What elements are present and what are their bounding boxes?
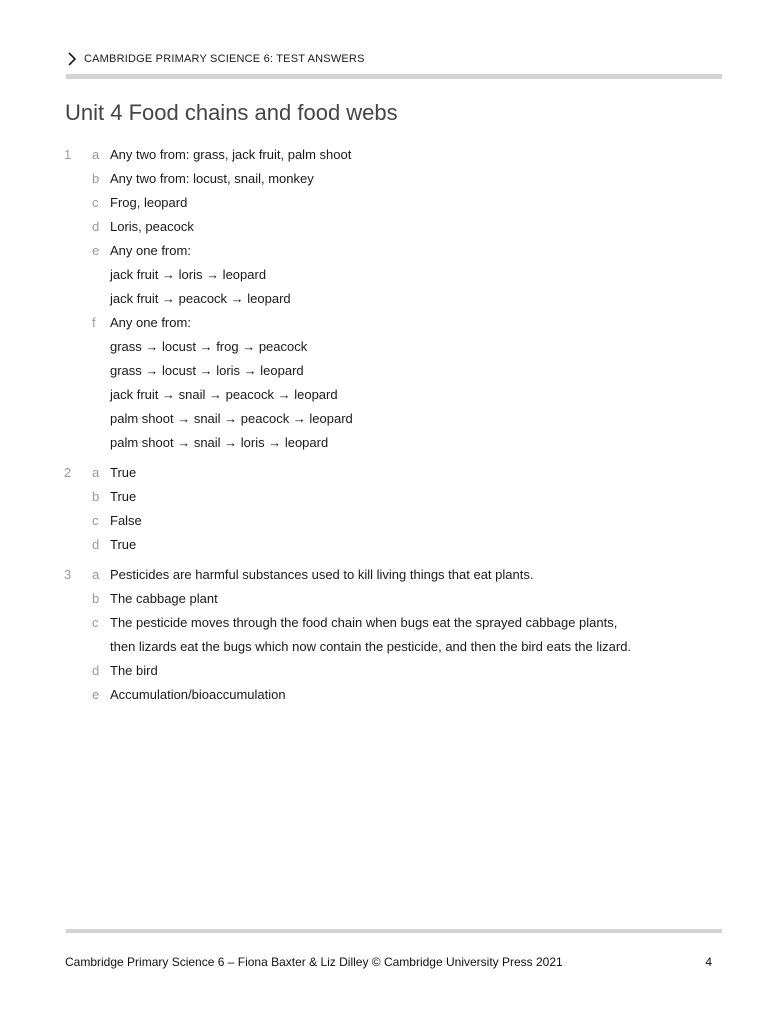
part-label: c xyxy=(92,513,99,528)
answer-text: The cabbage plant xyxy=(110,591,218,606)
answer-part-e xyxy=(64,683,724,707)
question-1 xyxy=(64,143,724,455)
part-label: d xyxy=(92,663,100,678)
answer-part-d xyxy=(64,215,724,239)
answer-text: jack fruit → snail → peacock → leopard xyxy=(110,387,338,402)
footer-divider xyxy=(66,929,722,933)
running-title: CAMBRIDGE PRIMARY SCIENCE 6: TEST ANSWERS xyxy=(84,53,365,65)
answer-part-f xyxy=(64,311,724,455)
running-header xyxy=(66,52,365,66)
answer-text: grass → locust → frog → peacock xyxy=(110,339,308,354)
answer-text: palm shoot → snail → peacock → leopard xyxy=(110,411,353,426)
answer-part-d xyxy=(64,659,724,683)
answer-text: Loris, peacock xyxy=(110,219,194,234)
question-3 xyxy=(64,563,724,707)
answer-text: palm shoot → snail → loris → leopard xyxy=(110,435,329,450)
answer-text: Any two from: grass, jack fruit, palm shoot xyxy=(110,147,352,162)
answer-text: then lizards eat the bugs which now contain the pesticide, and then the bird eats the lizard. xyxy=(110,639,632,654)
answer-text: True xyxy=(110,465,137,480)
answer-part-b xyxy=(64,485,724,509)
question-2 xyxy=(64,461,724,557)
answer-part-e xyxy=(64,239,724,311)
part-label: a xyxy=(92,147,100,162)
answer-text: The bird xyxy=(110,663,158,678)
answer-text: grass → locust → loris → leopard xyxy=(110,363,304,378)
answer-text: True xyxy=(110,537,137,552)
part-label: f xyxy=(92,315,96,330)
answer-text: jack fruit → loris → leopard xyxy=(110,267,267,282)
answer-text: Any two from: locust, snail, monkey xyxy=(110,171,314,186)
chevron-right-icon xyxy=(66,52,78,66)
answer-text: The pesticide moves through the food chain when bugs eat the sprayed cabbage plants, xyxy=(110,615,618,630)
part-label: e xyxy=(92,687,100,702)
part-label: d xyxy=(92,219,100,234)
answer-text: jack fruit → peacock → leopard xyxy=(110,291,291,306)
part-label: e xyxy=(92,243,100,258)
answer-part-d xyxy=(64,533,724,557)
answer-text: Pesticides are harmful substances used to kill living things that eat plants. xyxy=(110,567,534,582)
header-divider xyxy=(66,74,722,79)
page-number: 4 xyxy=(705,955,712,969)
question-number: 1 xyxy=(64,147,72,162)
page-title: Unit 4 Food chains and food webs xyxy=(65,100,398,125)
answer-part-c xyxy=(64,611,724,659)
part-label: c xyxy=(92,195,99,210)
part-label: b xyxy=(92,591,100,606)
answer-text: Any one from: xyxy=(110,315,191,330)
answer-list xyxy=(64,143,724,713)
answer-part-c xyxy=(64,191,724,215)
answer-text: False xyxy=(110,513,142,528)
answer-part-c xyxy=(64,509,724,533)
answer-part-a xyxy=(64,563,724,587)
question-number: 3 xyxy=(64,567,72,582)
answer-part-b xyxy=(64,167,724,191)
answer-text: Accumulation/bioaccumulation xyxy=(110,687,286,702)
part-label: c xyxy=(92,615,99,630)
answer-part-a xyxy=(64,143,724,167)
answer-part-b xyxy=(64,587,724,611)
part-label: a xyxy=(92,465,100,480)
answer-text: Frog, leopard xyxy=(110,195,188,210)
part-label: b xyxy=(92,489,100,504)
footer-credit: Cambridge Primary Science 6 – Fiona Baxter & Liz Dilley © Cambridge University Press 2021 xyxy=(65,955,563,969)
question-number: 2 xyxy=(64,465,72,480)
part-label: a xyxy=(92,567,100,582)
part-label: d xyxy=(92,537,100,552)
answer-text: Any one from: xyxy=(110,243,191,258)
part-label: b xyxy=(92,171,100,186)
answer-part-a xyxy=(64,461,724,485)
answer-text: True xyxy=(110,489,137,504)
